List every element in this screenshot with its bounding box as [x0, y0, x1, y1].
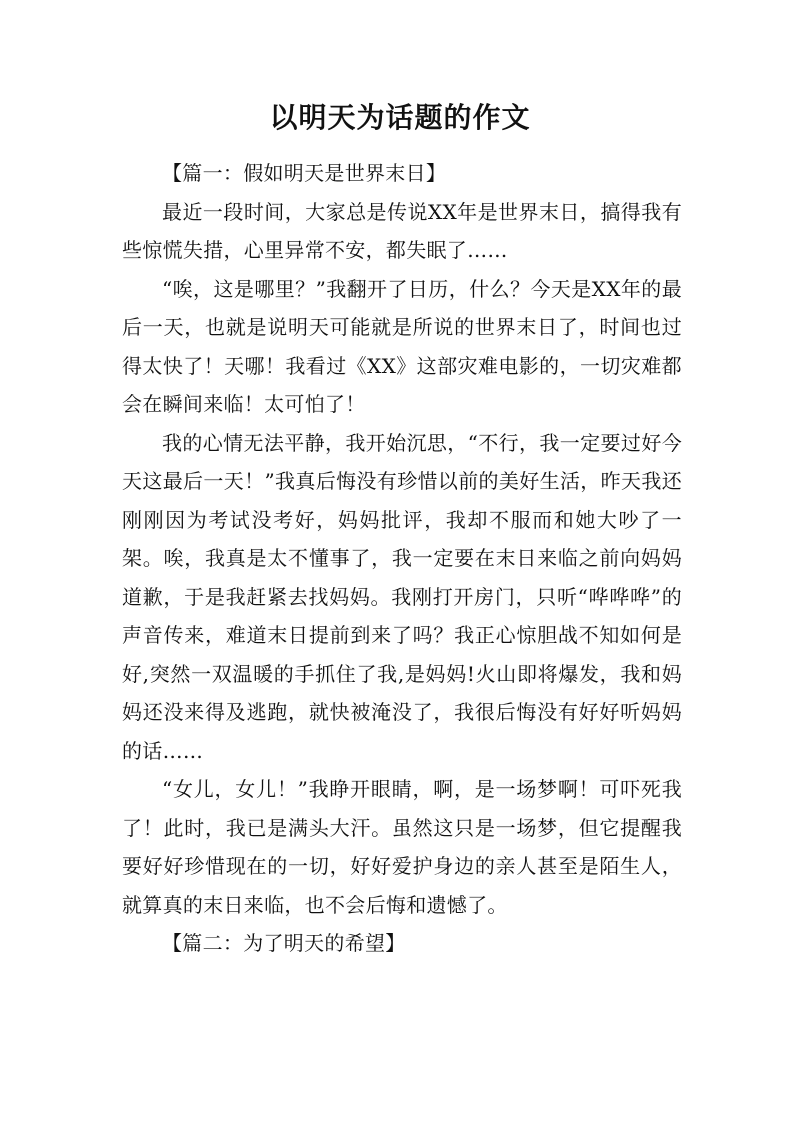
- section-heading-2: 【篇二：为了明天的希望】: [162, 931, 406, 955]
- paragraph-2: “唉，这是哪里？”我翻开了日历，什么？今天是XX年的最后一天，也就是说明天可能就是所说的世界末日了，时间也过得太快了！天哪！我看过《XX》这部灾难电影的，一切灾难都会在瞬间来临！太可怕了！: [122, 276, 682, 416]
- paragraph-4: “女儿，女儿！”我睁开眼睛，啊，是一场梦啊！可吓死我了！此时，我已是满头大汗。虽然这只是一场梦，但它提醒我要好好珍惜现在的一切，好好爱护身边的亲人甚至是陌生人，就算真的末日来临，也不会后悔和遗憾了。: [122, 777, 682, 917]
- paragraph-1: 最近一段时间，大家总是传说XX年是世界末日，搞得我有些惊慌失措，心里异常不安，都失眠了……: [122, 199, 682, 262]
- document-title: 以明天为话题的作文: [269, 101, 531, 134]
- paragraph-3: 我的心情无法平静，我开始沉思，“不行，我一定要过好今天这最后一天！”我真后悔没有珍惜以前的美好生活，昨天我还刚刚因为考试没考好，妈妈批评，我却不服而和她大吵了一架。唉，我真是太不懂事了，我一定要在末日来临之前向妈妈道歉，于是我赶紧去找妈妈。我刚打开房门，只听“哗哗哗”的声音传来，难道末日提前到来了吗？我正心惊胆战不知如何是好,突然一双温暖的手抓住了我,是妈妈!火山即将爆发，我和妈妈还没来得及逃跑，就快被淹没了，我很后悔没有好好听妈妈的话……: [122, 430, 682, 763]
- document-body: [122, 154, 682, 963]
- section-heading-1: 【篇一：假如明天是世界末日】: [162, 161, 447, 185]
